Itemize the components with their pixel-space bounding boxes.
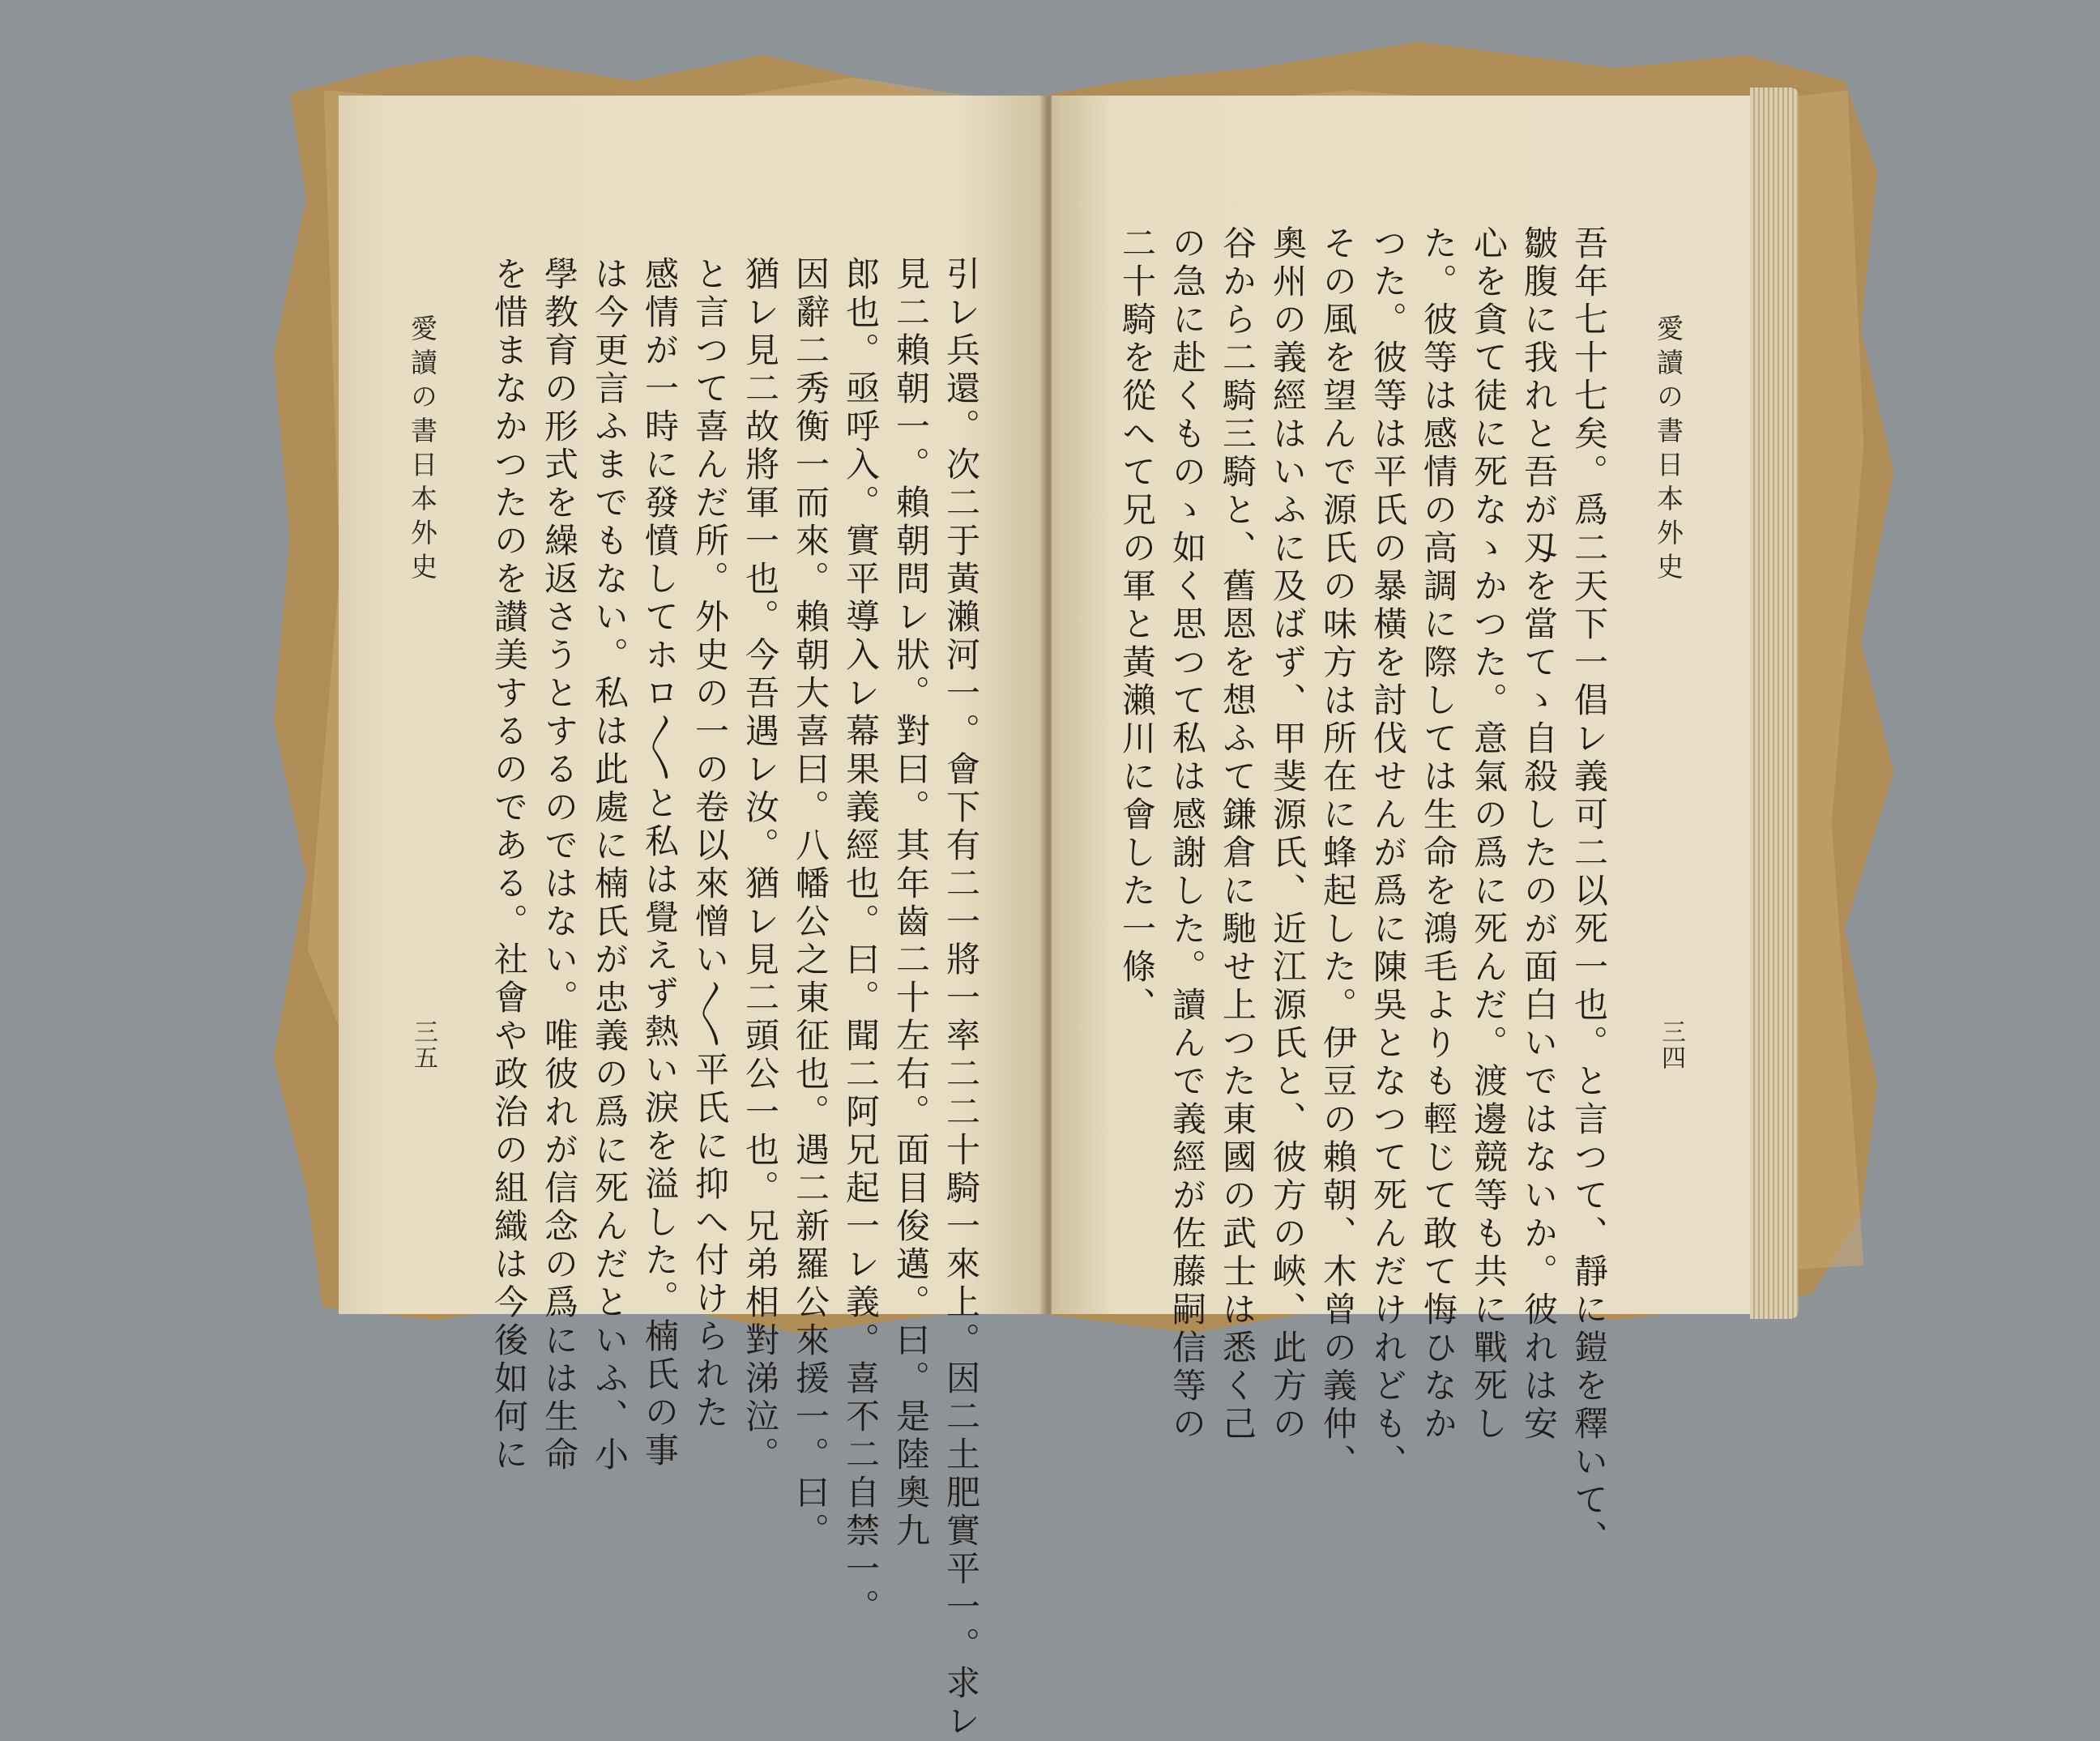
left-line-2: 見二賴朝一。賴朝問レ狀。對曰。其年齒二十左右。面目俊邁。曰。是陸奧九 (891, 256, 931, 1551)
page-edges (1750, 87, 1799, 1319)
right-line-5: つた。彼等は平氏の暴橫を討伐せんが爲に陳吳となつて死んだけれども、 (1368, 225, 1408, 1482)
left-line-5: 猶レ見二故將軍一也。今吾遇レ汝。猶レ見二頭公一也。兄弟相對涕泣。 (741, 256, 780, 1474)
right-page (1052, 96, 1750, 1558)
left-line-7: 感情が一時に發憤してホロ〳〵と私は覺えず熱い淚を溢した。楠氏の事 (640, 256, 680, 1470)
right-line-9: の急に赴くものゝ如く思つて私は感謝した。讀んで義經が佐藤嗣信等の (1167, 225, 1207, 1444)
left-line-8: は今更言ふまでもない。私は此處に楠氏が忠義の爲に死んだといふ、小 (590, 256, 630, 1474)
right-line-6: その風を望んで源氏の味方は所在に蜂起した。伊豆の賴朝、木曾の義仲、 (1318, 225, 1358, 1482)
right-page-number: 三四 (1657, 1019, 1685, 1071)
left-running-header: 愛讀の書日本外史 (407, 314, 438, 587)
left-page (339, 96, 1044, 1741)
right-line-4: た。彼等は感情の高調に際しては生命を鴻毛よりも輕じて敢て悔ひなか (1419, 225, 1458, 1444)
right-running-header: 愛讀の書日本外史 (1653, 314, 1684, 587)
left-line-3: 郎也。亟呼入。實平導入レ幕果義經也。曰。聞二阿兄起一レ義。喜不二自禁一。 (841, 256, 881, 1627)
left-line-4: 因辭二秀衡一而來。賴朝大喜曰。八幡公之東征也。遇二新羅公來援一。曰。 (791, 256, 830, 1551)
right-line-8: 谷から二騎三騎と、舊恩を想ふて鎌倉に馳せ上つた東國の武士は悉く己 (1218, 225, 1257, 1444)
left-line-10: を惜まなかつたのを讃美するのである。社會や政治の組織は今後如何に (489, 256, 529, 1474)
left-line-9: 學教育の形式を繰返さうとするのではない。唯彼れが信念の爲には生命 (540, 256, 579, 1474)
left-line-6: と言つて喜んだ所。外史の一の卷以來憎い〳〵平氏に抑へ付けられた (690, 256, 730, 1432)
right-line-3: 心を貪て徒に死なゝかつた。意氣の爲に死んだ。渡邊競等も共に戰死し (1469, 225, 1509, 1444)
right-line-7: 奧州の義經はいふに及ばず、甲斐源氏、近江源氏と、彼方の峽、此方の (1268, 225, 1308, 1444)
right-line-1: 吾年七十七矣。爲二天下一倡レ義可二以死一也。と言つて、靜に鎧を釋いて、 (1569, 225, 1609, 1558)
left-page-number: 三五 (409, 1019, 438, 1071)
right-line-2: 皺腹に我れと吾が刄を當てゝ自殺したのが面白いではないか。彼れは安 (1519, 225, 1559, 1444)
right-line-10: 二十騎を從へて兄の軍と黃瀨川に會した一條、 (1117, 225, 1157, 1025)
left-line-1: 引レ兵還。次二于黃瀨河一。會下有二一將一率二二十騎一來上。因二土肥實平一。求レ (941, 256, 981, 1741)
